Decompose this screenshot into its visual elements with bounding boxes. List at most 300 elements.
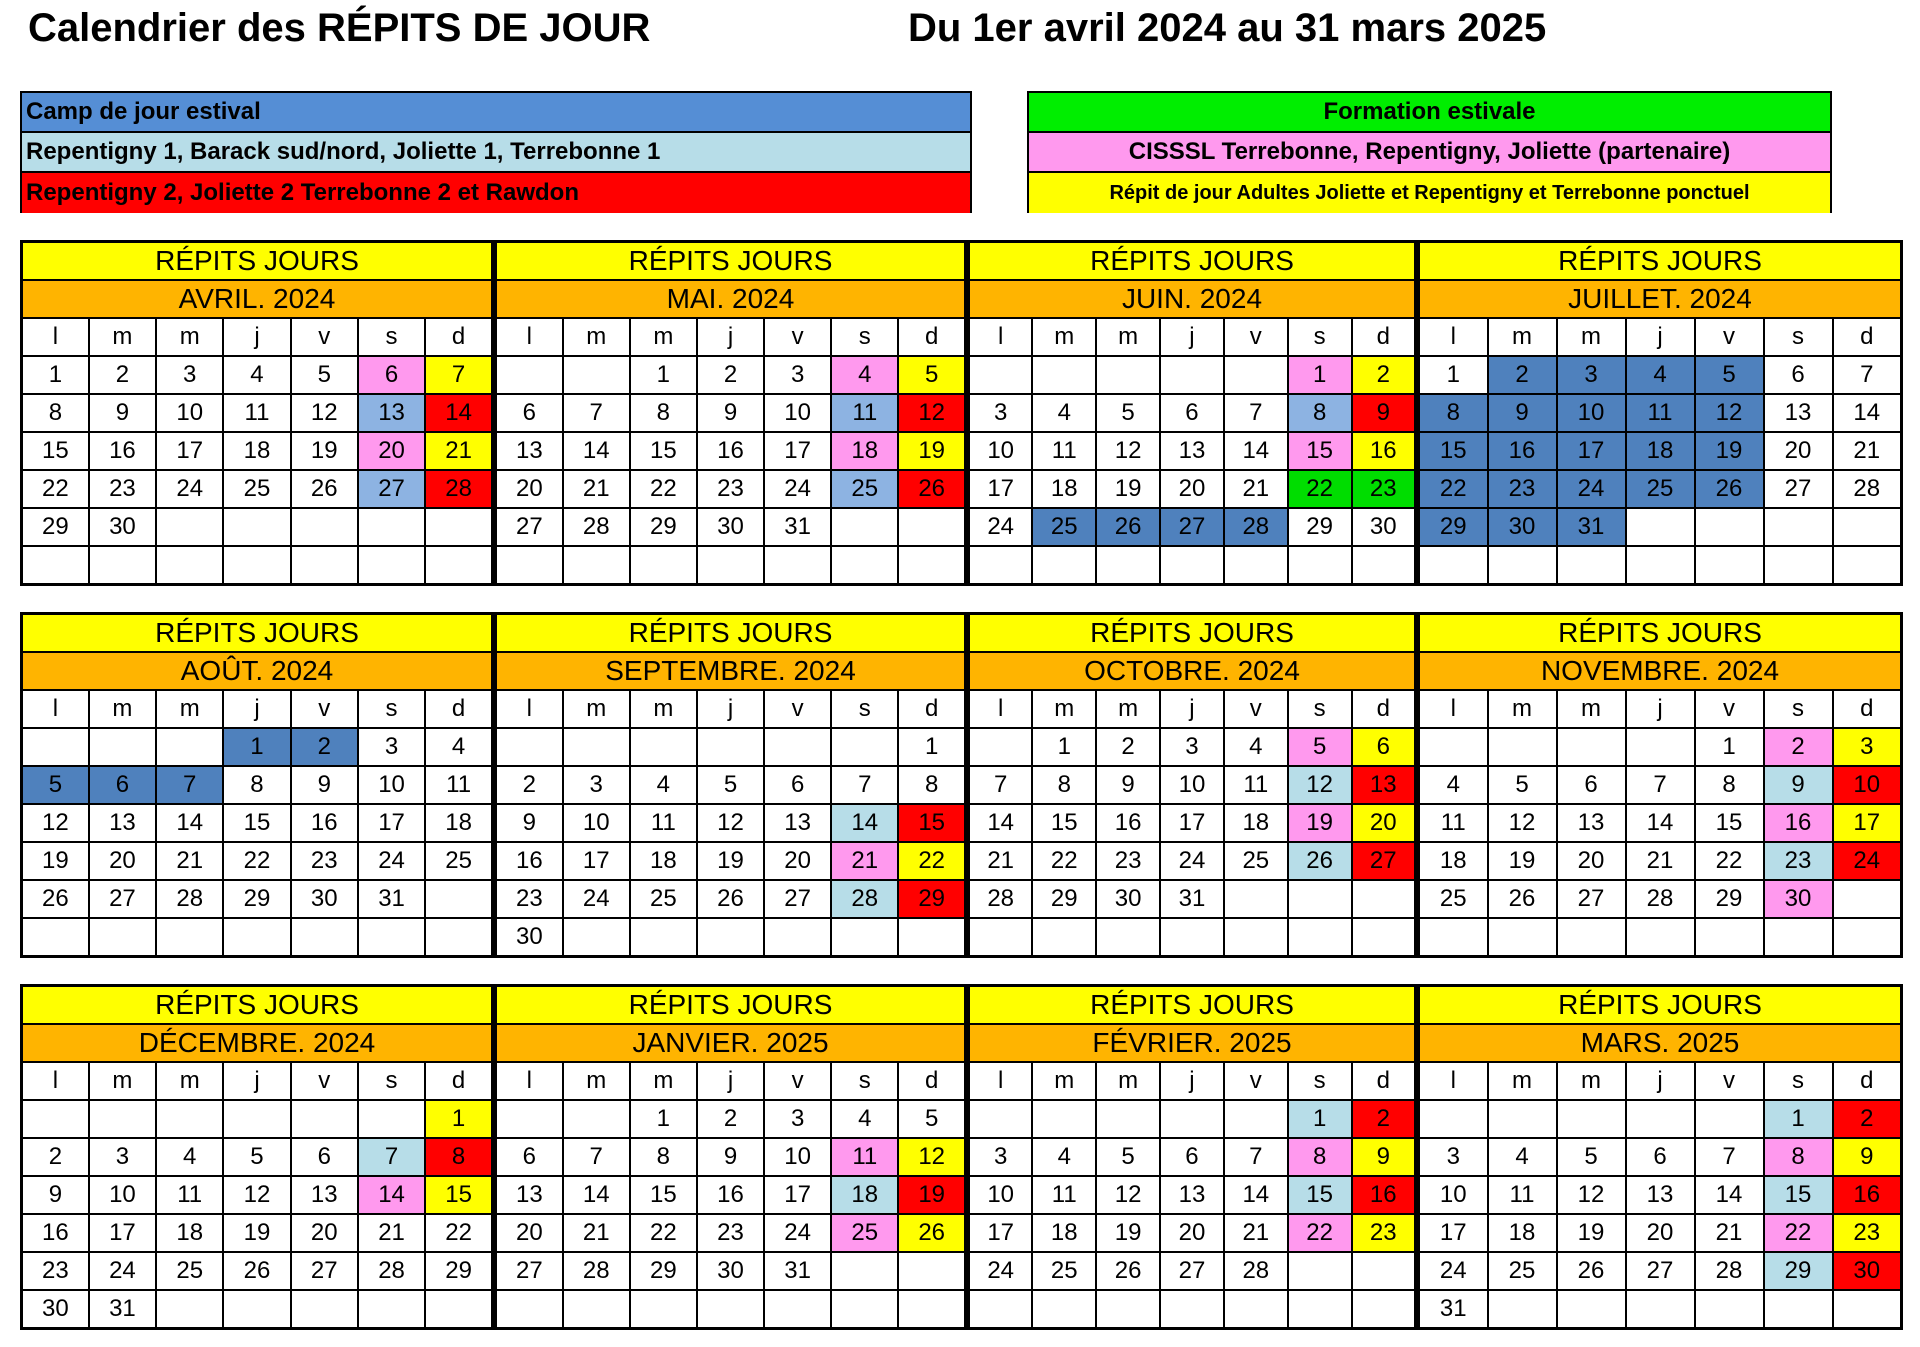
weekday-header: m xyxy=(89,1062,156,1100)
day-cell: 2 xyxy=(22,1138,89,1176)
week-row xyxy=(22,766,493,804)
weekday-header: s xyxy=(1764,690,1833,728)
weekday-header: s xyxy=(1288,690,1352,728)
day-cell: 30 xyxy=(1352,508,1416,546)
week-row xyxy=(496,1176,966,1214)
month-name-row xyxy=(969,280,1416,318)
legend-left xyxy=(20,91,972,213)
day-cell xyxy=(1224,356,1288,394)
day-cell xyxy=(898,1252,965,1290)
day-cell xyxy=(1032,1100,1096,1138)
weekday-row xyxy=(22,1062,493,1100)
day-cell: 17 xyxy=(89,1214,156,1252)
week-row xyxy=(22,508,493,546)
weekday-header: l xyxy=(22,690,89,728)
day-cell xyxy=(1096,1290,1160,1329)
legend-item-repentigny-1: Repentigny 1, Barack sud/nord, Joliette 1, Terrebonne 1 xyxy=(22,133,970,173)
day-cell: 17 xyxy=(969,1214,1033,1252)
day-cell: 15 xyxy=(898,804,965,842)
weekday-header: d xyxy=(1833,690,1902,728)
week-row xyxy=(496,1214,966,1252)
day-cell: 17 xyxy=(1419,1214,1488,1252)
day-cell: 19 xyxy=(1488,842,1557,880)
day-cell: 26 xyxy=(22,880,89,918)
day-cell: 1 xyxy=(1695,728,1764,766)
day-cell: 20 xyxy=(496,1214,563,1252)
day-cell xyxy=(898,508,965,546)
weekday-header: l xyxy=(496,1062,563,1100)
day-cell: 19 xyxy=(1288,804,1352,842)
day-cell xyxy=(630,728,697,766)
day-cell: 8 xyxy=(1764,1138,1833,1176)
day-cell xyxy=(1419,728,1488,766)
day-cell: 16 xyxy=(1488,432,1557,470)
day-cell: 17 xyxy=(764,432,831,470)
day-cell: 31 xyxy=(1557,508,1626,546)
weekday-header: v xyxy=(1224,318,1288,356)
weekday-header: l xyxy=(22,318,89,356)
day-cell xyxy=(898,546,965,585)
day-cell: 15 xyxy=(1764,1176,1833,1214)
day-cell xyxy=(563,546,630,585)
day-cell: 25 xyxy=(1032,508,1096,546)
day-cell: 1 xyxy=(1288,356,1352,394)
day-cell: 20 xyxy=(1764,432,1833,470)
day-cell xyxy=(1032,356,1096,394)
day-cell: 31 xyxy=(89,1290,156,1329)
legend-item-camp-de-jour: Camp de jour estival xyxy=(22,93,970,133)
day-cell: 5 xyxy=(22,766,89,804)
day-cell: 3 xyxy=(969,1138,1033,1176)
date-range-title: Du 1er avril 2024 au 31 mars 2025 xyxy=(908,6,1547,50)
month-header: RÉPITS JOURS xyxy=(969,986,1416,1025)
weekday-header: l xyxy=(1419,690,1488,728)
day-cell xyxy=(563,1290,630,1329)
month-header-row xyxy=(969,614,1416,653)
month-header: RÉPITS JOURS xyxy=(22,986,493,1025)
day-cell xyxy=(563,1100,630,1138)
week-row xyxy=(496,432,966,470)
calendar-grid xyxy=(20,240,1903,1339)
day-cell: 16 xyxy=(1833,1176,1902,1214)
day-cell: 21 xyxy=(156,842,223,880)
day-cell: 26 xyxy=(1096,508,1160,546)
month-name: DÉCEMBRE. 2024 xyxy=(22,1024,493,1062)
day-cell: 31 xyxy=(764,1252,831,1290)
day-cell: 7 xyxy=(831,766,898,804)
day-cell xyxy=(425,880,492,918)
day-cell: 17 xyxy=(969,470,1033,508)
day-cell: 2 xyxy=(89,356,156,394)
week-row xyxy=(1419,508,1902,546)
day-cell: 4 xyxy=(1032,394,1096,432)
weekday-header: d xyxy=(425,318,492,356)
day-cell: 26 xyxy=(291,470,358,508)
day-cell: 28 xyxy=(358,1252,425,1290)
day-cell: 5 xyxy=(1557,1138,1626,1176)
day-cell xyxy=(1288,1252,1352,1290)
day-cell xyxy=(1288,918,1352,957)
weekday-header: j xyxy=(1626,1062,1695,1100)
day-cell: 26 xyxy=(1096,1252,1160,1290)
day-cell: 12 xyxy=(1288,766,1352,804)
day-cell xyxy=(156,508,223,546)
day-cell: 13 xyxy=(1557,804,1626,842)
day-cell: 10 xyxy=(764,1138,831,1176)
day-cell xyxy=(1224,880,1288,918)
day-cell: 16 xyxy=(496,842,563,880)
month-calendar xyxy=(1417,612,1903,958)
day-cell xyxy=(1833,1290,1902,1329)
day-cell xyxy=(1160,918,1224,957)
weekday-header: m xyxy=(563,318,630,356)
day-cell xyxy=(496,728,563,766)
day-cell: 30 xyxy=(22,1290,89,1329)
weekday-header: m xyxy=(89,690,156,728)
day-cell xyxy=(831,918,898,957)
day-cell xyxy=(630,546,697,585)
day-cell: 9 xyxy=(22,1176,89,1214)
day-cell xyxy=(563,356,630,394)
day-cell: 18 xyxy=(1626,432,1695,470)
weekday-header: m xyxy=(1557,1062,1626,1100)
weekday-header: d xyxy=(425,690,492,728)
weekday-header: s xyxy=(358,690,425,728)
week-row xyxy=(496,1100,966,1138)
day-cell xyxy=(764,918,831,957)
day-cell: 29 xyxy=(630,1252,697,1290)
weekday-header: s xyxy=(1764,318,1833,356)
weekday-header: j xyxy=(697,1062,764,1100)
day-cell: 11 xyxy=(831,394,898,432)
month-name: MAI. 2024 xyxy=(496,280,966,318)
week-row xyxy=(1419,880,1902,918)
day-cell xyxy=(764,1290,831,1329)
weekday-header: s xyxy=(831,690,898,728)
day-cell: 11 xyxy=(425,766,492,804)
month-header: RÉPITS JOURS xyxy=(22,614,493,653)
page-title: Calendrier des RÉPITS DE JOUR xyxy=(28,6,651,50)
week-row xyxy=(969,842,1416,880)
weekday-header: d xyxy=(1833,318,1902,356)
day-cell xyxy=(1695,508,1764,546)
weekday-header: v xyxy=(1695,318,1764,356)
day-cell: 10 xyxy=(764,394,831,432)
day-cell: 30 xyxy=(1488,508,1557,546)
month-header-row xyxy=(969,986,1416,1025)
day-cell: 6 xyxy=(496,1138,563,1176)
week-row xyxy=(1419,356,1902,394)
month-calendar xyxy=(494,240,967,586)
week-row xyxy=(969,1138,1416,1176)
week-row xyxy=(496,880,966,918)
weekday-header: l xyxy=(496,318,563,356)
week-row xyxy=(496,1290,966,1329)
day-cell: 13 xyxy=(1626,1176,1695,1214)
week-row xyxy=(22,842,493,880)
day-cell: 21 xyxy=(425,432,492,470)
day-cell xyxy=(425,1290,492,1329)
day-cell xyxy=(697,546,764,585)
day-cell: 24 xyxy=(969,508,1033,546)
day-cell xyxy=(89,918,156,957)
month-name: NOVEMBRE. 2024 xyxy=(1419,652,1902,690)
day-cell: 27 xyxy=(496,508,563,546)
day-cell: 2 xyxy=(291,728,358,766)
weekday-header: m xyxy=(630,1062,697,1100)
month-header-row xyxy=(22,986,493,1025)
month-calendar xyxy=(1417,984,1903,1330)
day-cell xyxy=(22,546,89,585)
weekday-header: l xyxy=(1419,1062,1488,1100)
weekday-row xyxy=(1419,318,1902,356)
day-cell: 28 xyxy=(831,880,898,918)
day-cell: 21 xyxy=(563,470,630,508)
day-cell: 14 xyxy=(156,804,223,842)
week-row xyxy=(1419,546,1902,585)
week-row xyxy=(969,508,1416,546)
weekday-header: l xyxy=(496,690,563,728)
day-cell: 10 xyxy=(969,1176,1033,1214)
day-cell: 3 xyxy=(89,1138,156,1176)
month-header-row xyxy=(496,242,966,281)
weekday-header: l xyxy=(969,318,1033,356)
day-cell: 30 xyxy=(1833,1252,1902,1290)
month-calendar xyxy=(967,612,1417,958)
day-cell: 3 xyxy=(1833,728,1902,766)
day-cell: 27 xyxy=(89,880,156,918)
weekday-header: l xyxy=(969,1062,1033,1100)
day-cell: 14 xyxy=(1626,804,1695,842)
day-cell: 11 xyxy=(630,804,697,842)
month-header: RÉPITS JOURS xyxy=(969,614,1416,653)
day-cell: 8 xyxy=(1288,394,1352,432)
month-name: FÉVRIER. 2025 xyxy=(969,1024,1416,1062)
day-cell: 18 xyxy=(1419,842,1488,880)
weekday-row xyxy=(1419,690,1902,728)
day-cell: 10 xyxy=(1419,1176,1488,1214)
day-cell xyxy=(1764,546,1833,585)
month-header: RÉPITS JOURS xyxy=(1419,986,1902,1025)
week-row xyxy=(969,394,1416,432)
day-cell: 18 xyxy=(630,842,697,880)
day-cell: 27 xyxy=(496,1252,563,1290)
day-cell: 23 xyxy=(1352,470,1416,508)
day-cell: 23 xyxy=(1352,1214,1416,1252)
day-cell: 26 xyxy=(898,1214,965,1252)
day-cell xyxy=(358,1290,425,1329)
day-cell: 6 xyxy=(764,766,831,804)
day-cell: 17 xyxy=(358,804,425,842)
weekday-header: m xyxy=(1096,690,1160,728)
day-cell: 8 xyxy=(898,766,965,804)
day-cell: 9 xyxy=(697,1138,764,1176)
day-cell xyxy=(496,1290,563,1329)
day-cell: 2 xyxy=(496,766,563,804)
weekday-header: v xyxy=(291,690,358,728)
weekday-header: m xyxy=(630,690,697,728)
day-cell: 19 xyxy=(1695,432,1764,470)
day-cell: 31 xyxy=(1160,880,1224,918)
day-cell: 24 xyxy=(764,1214,831,1252)
day-cell xyxy=(22,1100,89,1138)
week-row xyxy=(22,470,493,508)
week-row xyxy=(969,1252,1416,1290)
day-cell: 12 xyxy=(1488,804,1557,842)
week-row xyxy=(1419,1252,1902,1290)
day-cell: 22 xyxy=(425,1214,492,1252)
day-cell: 25 xyxy=(1488,1252,1557,1290)
week-row xyxy=(969,356,1416,394)
day-cell: 14 xyxy=(1224,1176,1288,1214)
weekday-header: m xyxy=(630,318,697,356)
day-cell xyxy=(223,546,290,585)
week-row xyxy=(496,842,966,880)
month-name-row xyxy=(969,1024,1416,1062)
weekday-header: j xyxy=(1626,690,1695,728)
weekday-header: j xyxy=(1160,690,1224,728)
weekday-header: v xyxy=(1224,1062,1288,1100)
day-cell xyxy=(898,918,965,957)
day-cell xyxy=(291,1100,358,1138)
day-cell: 18 xyxy=(1488,1214,1557,1252)
day-cell xyxy=(1096,356,1160,394)
day-cell xyxy=(630,918,697,957)
day-cell: 3 xyxy=(764,1100,831,1138)
week-row xyxy=(1419,394,1902,432)
day-cell xyxy=(697,728,764,766)
month-calendar xyxy=(494,984,967,1330)
day-cell: 6 xyxy=(1764,356,1833,394)
day-cell: 25 xyxy=(831,470,898,508)
day-cell: 27 xyxy=(1557,880,1626,918)
day-cell: 23 xyxy=(1764,842,1833,880)
day-cell: 15 xyxy=(1032,804,1096,842)
month-name-row xyxy=(22,280,493,318)
day-cell: 30 xyxy=(89,508,156,546)
weekday-header: m xyxy=(1032,1062,1096,1100)
day-cell xyxy=(496,356,563,394)
day-cell xyxy=(1096,918,1160,957)
week-row xyxy=(496,804,966,842)
day-cell: 29 xyxy=(630,508,697,546)
day-cell xyxy=(1224,546,1288,585)
day-cell xyxy=(1626,546,1695,585)
day-cell xyxy=(425,546,492,585)
day-cell: 10 xyxy=(89,1176,156,1214)
day-cell: 3 xyxy=(969,394,1033,432)
day-cell: 21 xyxy=(831,842,898,880)
day-cell xyxy=(1224,918,1288,957)
weekday-row xyxy=(22,318,493,356)
weekday-header: j xyxy=(697,690,764,728)
week-row xyxy=(496,356,966,394)
day-cell: 1 xyxy=(425,1100,492,1138)
day-cell xyxy=(156,546,223,585)
weekday-row xyxy=(22,690,493,728)
day-cell: 25 xyxy=(1224,842,1288,880)
day-cell: 7 xyxy=(563,1138,630,1176)
day-cell: 12 xyxy=(898,1138,965,1176)
day-cell xyxy=(1352,880,1416,918)
day-cell: 16 xyxy=(22,1214,89,1252)
month-header: RÉPITS JOURS xyxy=(969,242,1416,281)
day-cell xyxy=(1695,918,1764,957)
day-cell xyxy=(156,728,223,766)
day-cell xyxy=(697,918,764,957)
weekday-header: j xyxy=(1626,318,1695,356)
day-cell: 17 xyxy=(563,842,630,880)
day-cell: 4 xyxy=(1032,1138,1096,1176)
day-cell xyxy=(1419,918,1488,957)
day-cell: 12 xyxy=(898,394,965,432)
weekday-header: d xyxy=(1833,1062,1902,1100)
day-cell: 11 xyxy=(1419,804,1488,842)
week-row xyxy=(1419,842,1902,880)
day-cell: 12 xyxy=(1557,1176,1626,1214)
day-cell: 2 xyxy=(1096,728,1160,766)
weekday-header: m xyxy=(156,1062,223,1100)
day-cell: 7 xyxy=(969,766,1033,804)
day-cell: 1 xyxy=(630,356,697,394)
day-cell: 5 xyxy=(898,356,965,394)
day-cell: 13 xyxy=(1764,394,1833,432)
day-cell: 28 xyxy=(1833,470,1902,508)
day-cell xyxy=(969,1290,1033,1329)
day-cell: 2 xyxy=(1488,356,1557,394)
day-cell: 1 xyxy=(1764,1100,1833,1138)
day-cell: 17 xyxy=(1833,804,1902,842)
legend-item-formation-estivale: Formation estivale xyxy=(1029,93,1830,133)
week-row xyxy=(22,1138,493,1176)
month-header: RÉPITS JOURS xyxy=(1419,242,1902,281)
day-cell xyxy=(1557,1290,1626,1329)
day-cell: 31 xyxy=(358,880,425,918)
day-cell: 24 xyxy=(563,880,630,918)
day-cell: 19 xyxy=(22,842,89,880)
day-cell xyxy=(1288,1290,1352,1329)
month-calendar xyxy=(20,984,494,1330)
day-cell: 11 xyxy=(1224,766,1288,804)
day-cell: 19 xyxy=(291,432,358,470)
day-cell: 24 xyxy=(764,470,831,508)
weekday-header: j xyxy=(223,318,290,356)
day-cell: 24 xyxy=(1419,1252,1488,1290)
week-row xyxy=(22,546,493,585)
day-cell: 28 xyxy=(1626,880,1695,918)
day-cell: 6 xyxy=(1557,766,1626,804)
day-cell: 23 xyxy=(697,1214,764,1252)
week-row xyxy=(969,804,1416,842)
month-name-row xyxy=(496,1024,966,1062)
day-cell: 15 xyxy=(425,1176,492,1214)
week-row xyxy=(969,546,1416,585)
day-cell xyxy=(22,728,89,766)
day-cell: 13 xyxy=(496,1176,563,1214)
week-row xyxy=(22,432,493,470)
day-cell: 29 xyxy=(898,880,965,918)
month-name-row xyxy=(496,280,966,318)
day-cell: 31 xyxy=(764,508,831,546)
day-cell: 3 xyxy=(1160,728,1224,766)
month-header: RÉPITS JOURS xyxy=(496,614,966,653)
day-cell xyxy=(1160,1100,1224,1138)
week-row xyxy=(1419,1138,1902,1176)
day-cell: 25 xyxy=(156,1252,223,1290)
week-row xyxy=(496,728,966,766)
week-row xyxy=(969,766,1416,804)
day-cell: 19 xyxy=(1557,1214,1626,1252)
